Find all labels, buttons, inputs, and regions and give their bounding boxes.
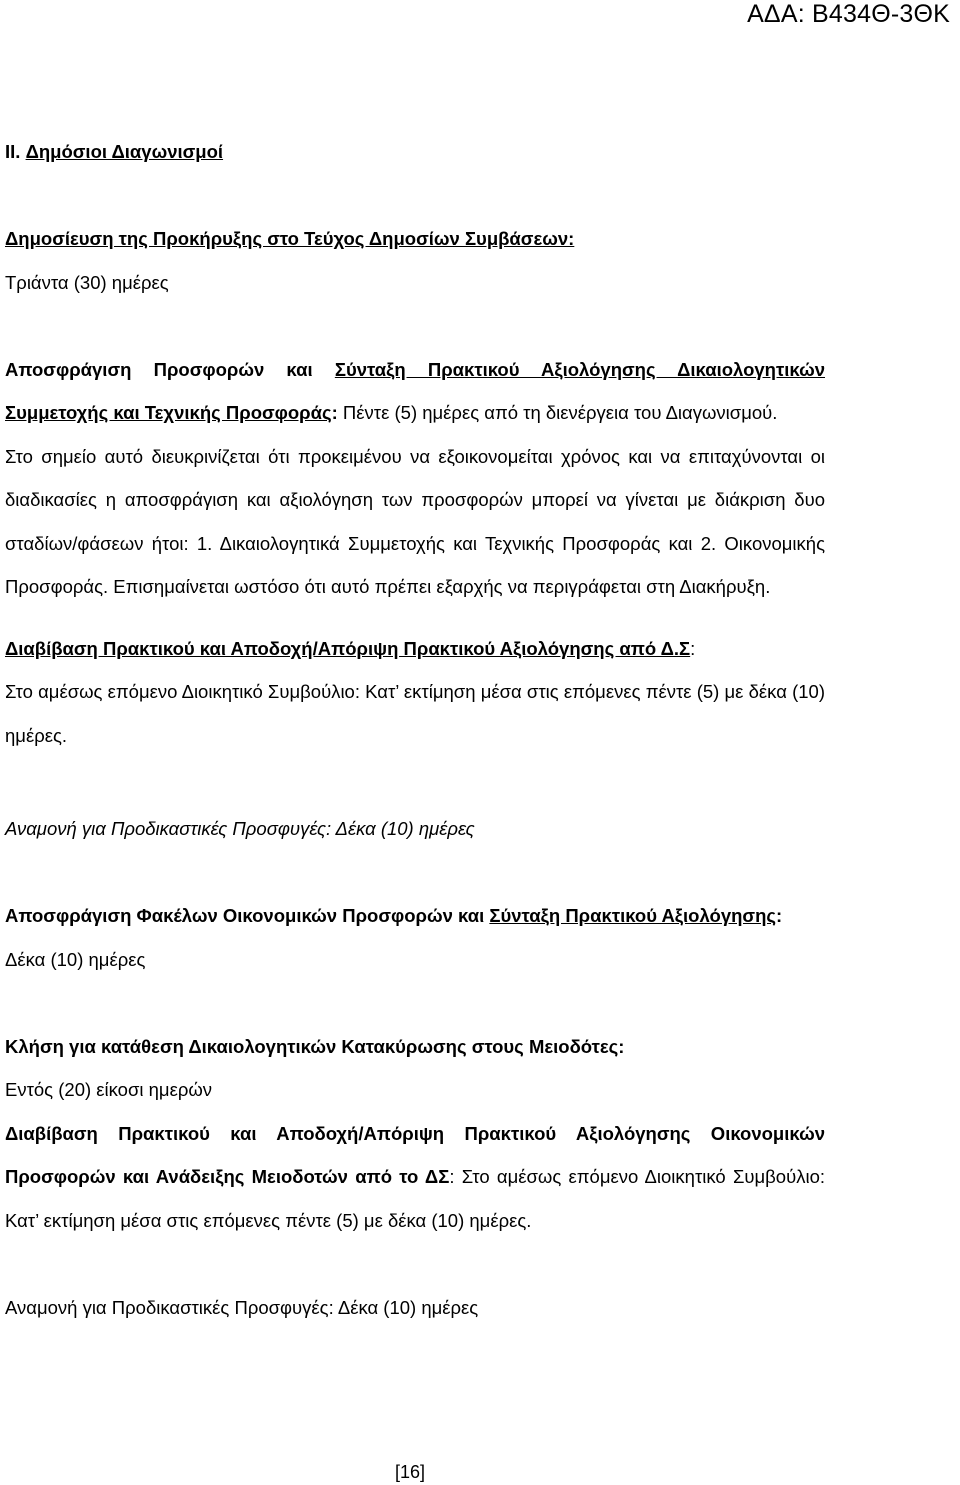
board-approval-paragraph <box>5 627 825 758</box>
section-number: II. <box>5 141 21 162</box>
ada-code: ΑΔΑ: Β434Θ-3ΘΚ <box>747 0 950 28</box>
award-docs-duration: Εντός (20) είκοσι ημερών <box>5 1079 213 1100</box>
section-heading <box>5 130 825 174</box>
financial-colon: : <box>776 905 783 926</box>
clarification-note: Στο σημείο αυτό διευκρινίζεται ότι προκειμένου να εξοικονομείται χρόνος και να επιταχύνονται οι διαδικασίες η αποσφράγιση και αξιολόγηση των προσφορών μπορεί να γίνεται με διάκριση δυο σταδίων/φάσεων ήτοι: 1. Δικαιολογητικά Συμμετοχής και Τεχνικής Προσφοράς και 2. Οικονομικής Προσφοράς. Επισημαίνεται ωστόσο ότι αυτό πρέπει εξαρχής να περιγράφεται στη Διακήρυξη. <box>5 445 825 597</box>
final-approval-colon: : <box>449 1166 455 1187</box>
document-body <box>5 130 825 1329</box>
opening-heading-b: Σύνταξη Πρακτικού Αξιολόγησης Δικαιολογητικών Συμμετοχής και Τεχνικής Προσφοράς <box>5 358 825 423</box>
publication-duration: Τριάντα (30) ημέρες <box>5 271 169 293</box>
opening-duration: Πέντε (5) ημέρες από τη διενέργεια του Διαγωνισμού. <box>337 402 778 423</box>
board-approval-heading: Διαβίβαση Πρακτικού και Αποδοχή/Απόριψη Πρακτικού Αξιολόγησης από Δ.Σ <box>5 637 691 659</box>
final-approval-heading: Διαβίβαση Πρακτικού και Αποδοχή/Απόριψη Πρακτικού Αξιολόγησης Οικονομικών Προσφορών και Ανάδειξης Μειοδοτών από το ΔΣ <box>5 1122 825 1187</box>
financial-heading-b: Σύνταξη Πρακτικού Αξιολόγησης <box>489 905 777 926</box>
financial-heading-a: Αποσφράγιση Φακέλων Οικονομικών Προσφορών και <box>5 905 490 926</box>
appeals-wait-2: Αναμονή για Προδικαστικές Προσφυγές: Δέκα (10) ημέρες <box>5 1296 479 1318</box>
opening-heading-a: Αποσφράγιση Προσφορών και <box>5 358 335 380</box>
opening-paragraph <box>5 348 825 435</box>
award-docs-heading: Κλήση για κατάθεση Δικαιολογητικών Κατακύρωσης στους Μειοδότες: <box>5 1035 625 1057</box>
financial-duration: Δέκα (10) ημέρες <box>5 948 146 970</box>
financial-opening-paragraph <box>5 894 825 981</box>
page-number: [16] <box>394 1462 426 1482</box>
final-approval-paragraph <box>5 1112 825 1243</box>
opening-colon: : <box>331 402 338 423</box>
appeals-wait-1: Αναμονή για Προδικαστικές Προσφυγές: Δέκα (10) ημέρες <box>5 818 475 839</box>
section-title: Δημόσιοι Διαγωνισμοί <box>25 141 224 162</box>
publication-heading: Δημοσίευση της Προκήρυξης στο Τεύχος Δημοσίων Συμβάσεων: <box>5 228 575 249</box>
board-approval-colon: : <box>690 637 696 659</box>
final-approval-text: Στο αμέσως επόμενο Διοικητικό Συμβούλιο: Κατ’ εκτίμηση μέσα στις επόμενες πέντε (5) με δέκα (10) ημέρες. <box>5 1166 825 1231</box>
board-approval-text: Στο αμέσως επόμενο Διοικητικό Συμβούλιο: Κατ’ εκτίμηση μέσα στις επόμενες πέντε (5) με δέκα (10) ημέρες. <box>5 681 825 746</box>
